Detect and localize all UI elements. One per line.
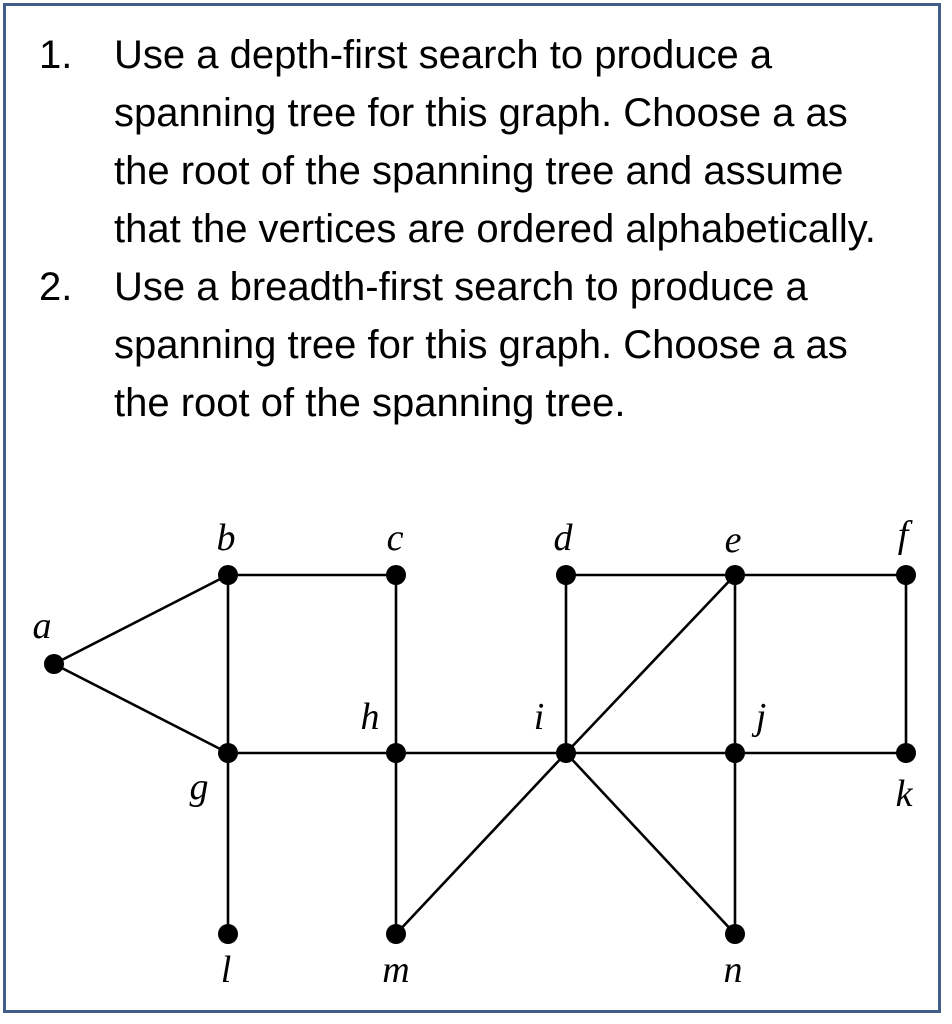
vertex-c	[386, 565, 406, 585]
question-text: Use a breadth-first search to produce a spanning tree for this graph. Choose a as the root of the spanning tree.	[114, 265, 848, 425]
question-number: 1.	[39, 33, 73, 77]
vertex-a	[44, 654, 64, 674]
edge-i-n	[566, 753, 735, 934]
vertex-i	[556, 743, 576, 763]
edge-a-b	[54, 575, 228, 664]
vertex-j	[725, 743, 745, 763]
vertex-label-g: g	[189, 766, 209, 808]
vertex-label-c: c	[386, 517, 404, 559]
vertex-label-k: k	[895, 773, 913, 815]
vertex-label-l: l	[220, 949, 232, 991]
vertex-e	[725, 565, 745, 585]
edge-a-g	[54, 664, 228, 753]
vertex-n	[725, 924, 745, 944]
vertex-f	[896, 565, 916, 585]
vertex-l	[218, 924, 238, 944]
vertex-label-b: b	[216, 517, 236, 559]
vertex-b	[218, 565, 238, 585]
vertex-m	[386, 924, 406, 944]
vertex-d	[556, 565, 576, 585]
question-number: 2.	[39, 265, 73, 309]
vertex-k	[896, 743, 916, 763]
problem-card	[3, 3, 941, 1013]
vertex-label-e: e	[724, 519, 742, 561]
vertex-h	[386, 743, 406, 763]
edge-i-m	[396, 753, 566, 934]
vertex-label-j: j	[755, 696, 767, 738]
vertex-label-n: n	[723, 949, 743, 991]
vertex-label-i: i	[533, 696, 545, 738]
vertex-g	[218, 743, 238, 763]
edge-e-i	[566, 575, 735, 753]
question-text: Use a depth-first search to produce a spanning tree for this graph. Choose a as the root of the spanning tree and assume that the vertices are ordered alphabetically.	[114, 33, 876, 251]
vertex-label-h: h	[360, 696, 380, 738]
vertex-label-d: d	[553, 517, 573, 559]
vertex-label-f: f	[897, 514, 909, 556]
vertex-label-a: a	[32, 605, 52, 647]
graph-diagram	[6, 6, 938, 1010]
vertex-label-m: m	[382, 949, 410, 991]
